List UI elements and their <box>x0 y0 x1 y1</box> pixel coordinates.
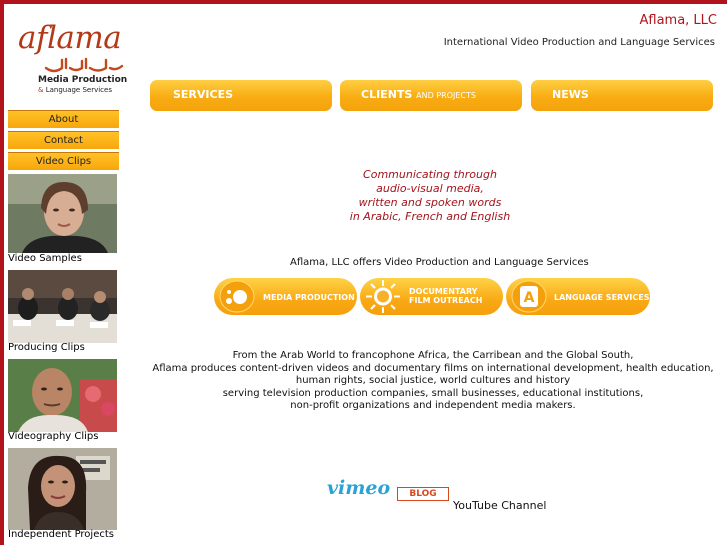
language-services-button[interactable] <box>506 278 650 315</box>
vimeo-link[interactable]: vimeo <box>327 477 391 499</box>
producing-clips-thumbnail[interactable] <box>8 270 117 343</box>
sidebar-item-video-clips[interactable]: Video Clips <box>8 152 119 170</box>
thumbnail-caption-producing-clips[interactable]: Producing Clips <box>8 342 85 353</box>
nav-services-button[interactable]: SERVICES <box>150 80 332 111</box>
company-tagline: International Video Production and Language Services <box>443 37 715 48</box>
logo-subtitle-media: Media Production <box>38 75 128 85</box>
independent-projects-thumbnail[interactable] <box>8 448 117 530</box>
top-border <box>0 0 727 4</box>
slogan <box>330 168 530 224</box>
nav-clients-button[interactable]: CLIENTS AND PROJECTS <box>340 80 522 111</box>
logo-arabic-script <box>44 56 124 74</box>
description-line: Aflama produces content-driven videos and documentary films on international development, health education, human rights, social justice, world cultures and history <box>152 362 714 386</box>
description-line: non-profit organizations and independent media makers. <box>290 400 576 411</box>
nav-news-button[interactable]: NEWS <box>531 80 713 111</box>
sun-icon <box>364 279 402 314</box>
media-production-label: MEDIA PRODUCTION <box>263 293 355 302</box>
thumbnail-caption-video-samples[interactable]: Video Samples <box>8 253 82 264</box>
sidebar-item-about[interactable]: About <box>8 110 119 128</box>
documentary-outreach-label: DOCUMENTARY FILM OUTREACH <box>409 287 483 305</box>
aflama-logo[interactable] <box>14 20 126 100</box>
letter-a-icon <box>511 280 547 313</box>
thumbnail-caption-videography-clips[interactable]: Videography Clips <box>8 431 99 442</box>
videography-clips-thumbnail[interactable] <box>8 359 117 432</box>
youtube-channel-link[interactable]: YouTube Channel <box>453 499 547 512</box>
left-border <box>0 0 4 545</box>
blog-link[interactable]: BLOG <box>397 487 449 501</box>
slogan-line: Communicating through <box>363 168 497 181</box>
video-samples-thumbnail[interactable] <box>8 174 117 253</box>
slogan-line: in Arabic, French and English <box>349 210 511 223</box>
logo-wordmark: aflama <box>18 20 122 56</box>
description-line: serving television production companies, small businesses, educational institutions, <box>222 387 644 399</box>
thumbnail-caption-independent-projects[interactable]: Independent Projects <box>8 529 114 540</box>
slogan-line: written and spoken words <box>358 196 502 209</box>
documentary-outreach-button[interactable] <box>360 278 503 315</box>
company-description <box>148 350 718 413</box>
media-production-button[interactable] <box>214 278 357 315</box>
company-name: Aflama, LLC <box>639 13 717 28</box>
media-production-icon <box>219 280 255 313</box>
slogan-line: audio-visual media, <box>376 182 484 195</box>
svg-text:A: A <box>523 290 535 306</box>
sidebar-item-contact[interactable]: Contact <box>8 131 119 149</box>
offers-text: Aflama, LLC offers Video Production and Language Services <box>290 257 589 268</box>
language-services-label: LANGUAGE SERVICES <box>554 293 650 302</box>
description-line: From the Arab World to francophone Africa, the Carribean and the Global South, <box>232 350 634 361</box>
logo-subtitle-language: & Language Services <box>38 86 112 94</box>
